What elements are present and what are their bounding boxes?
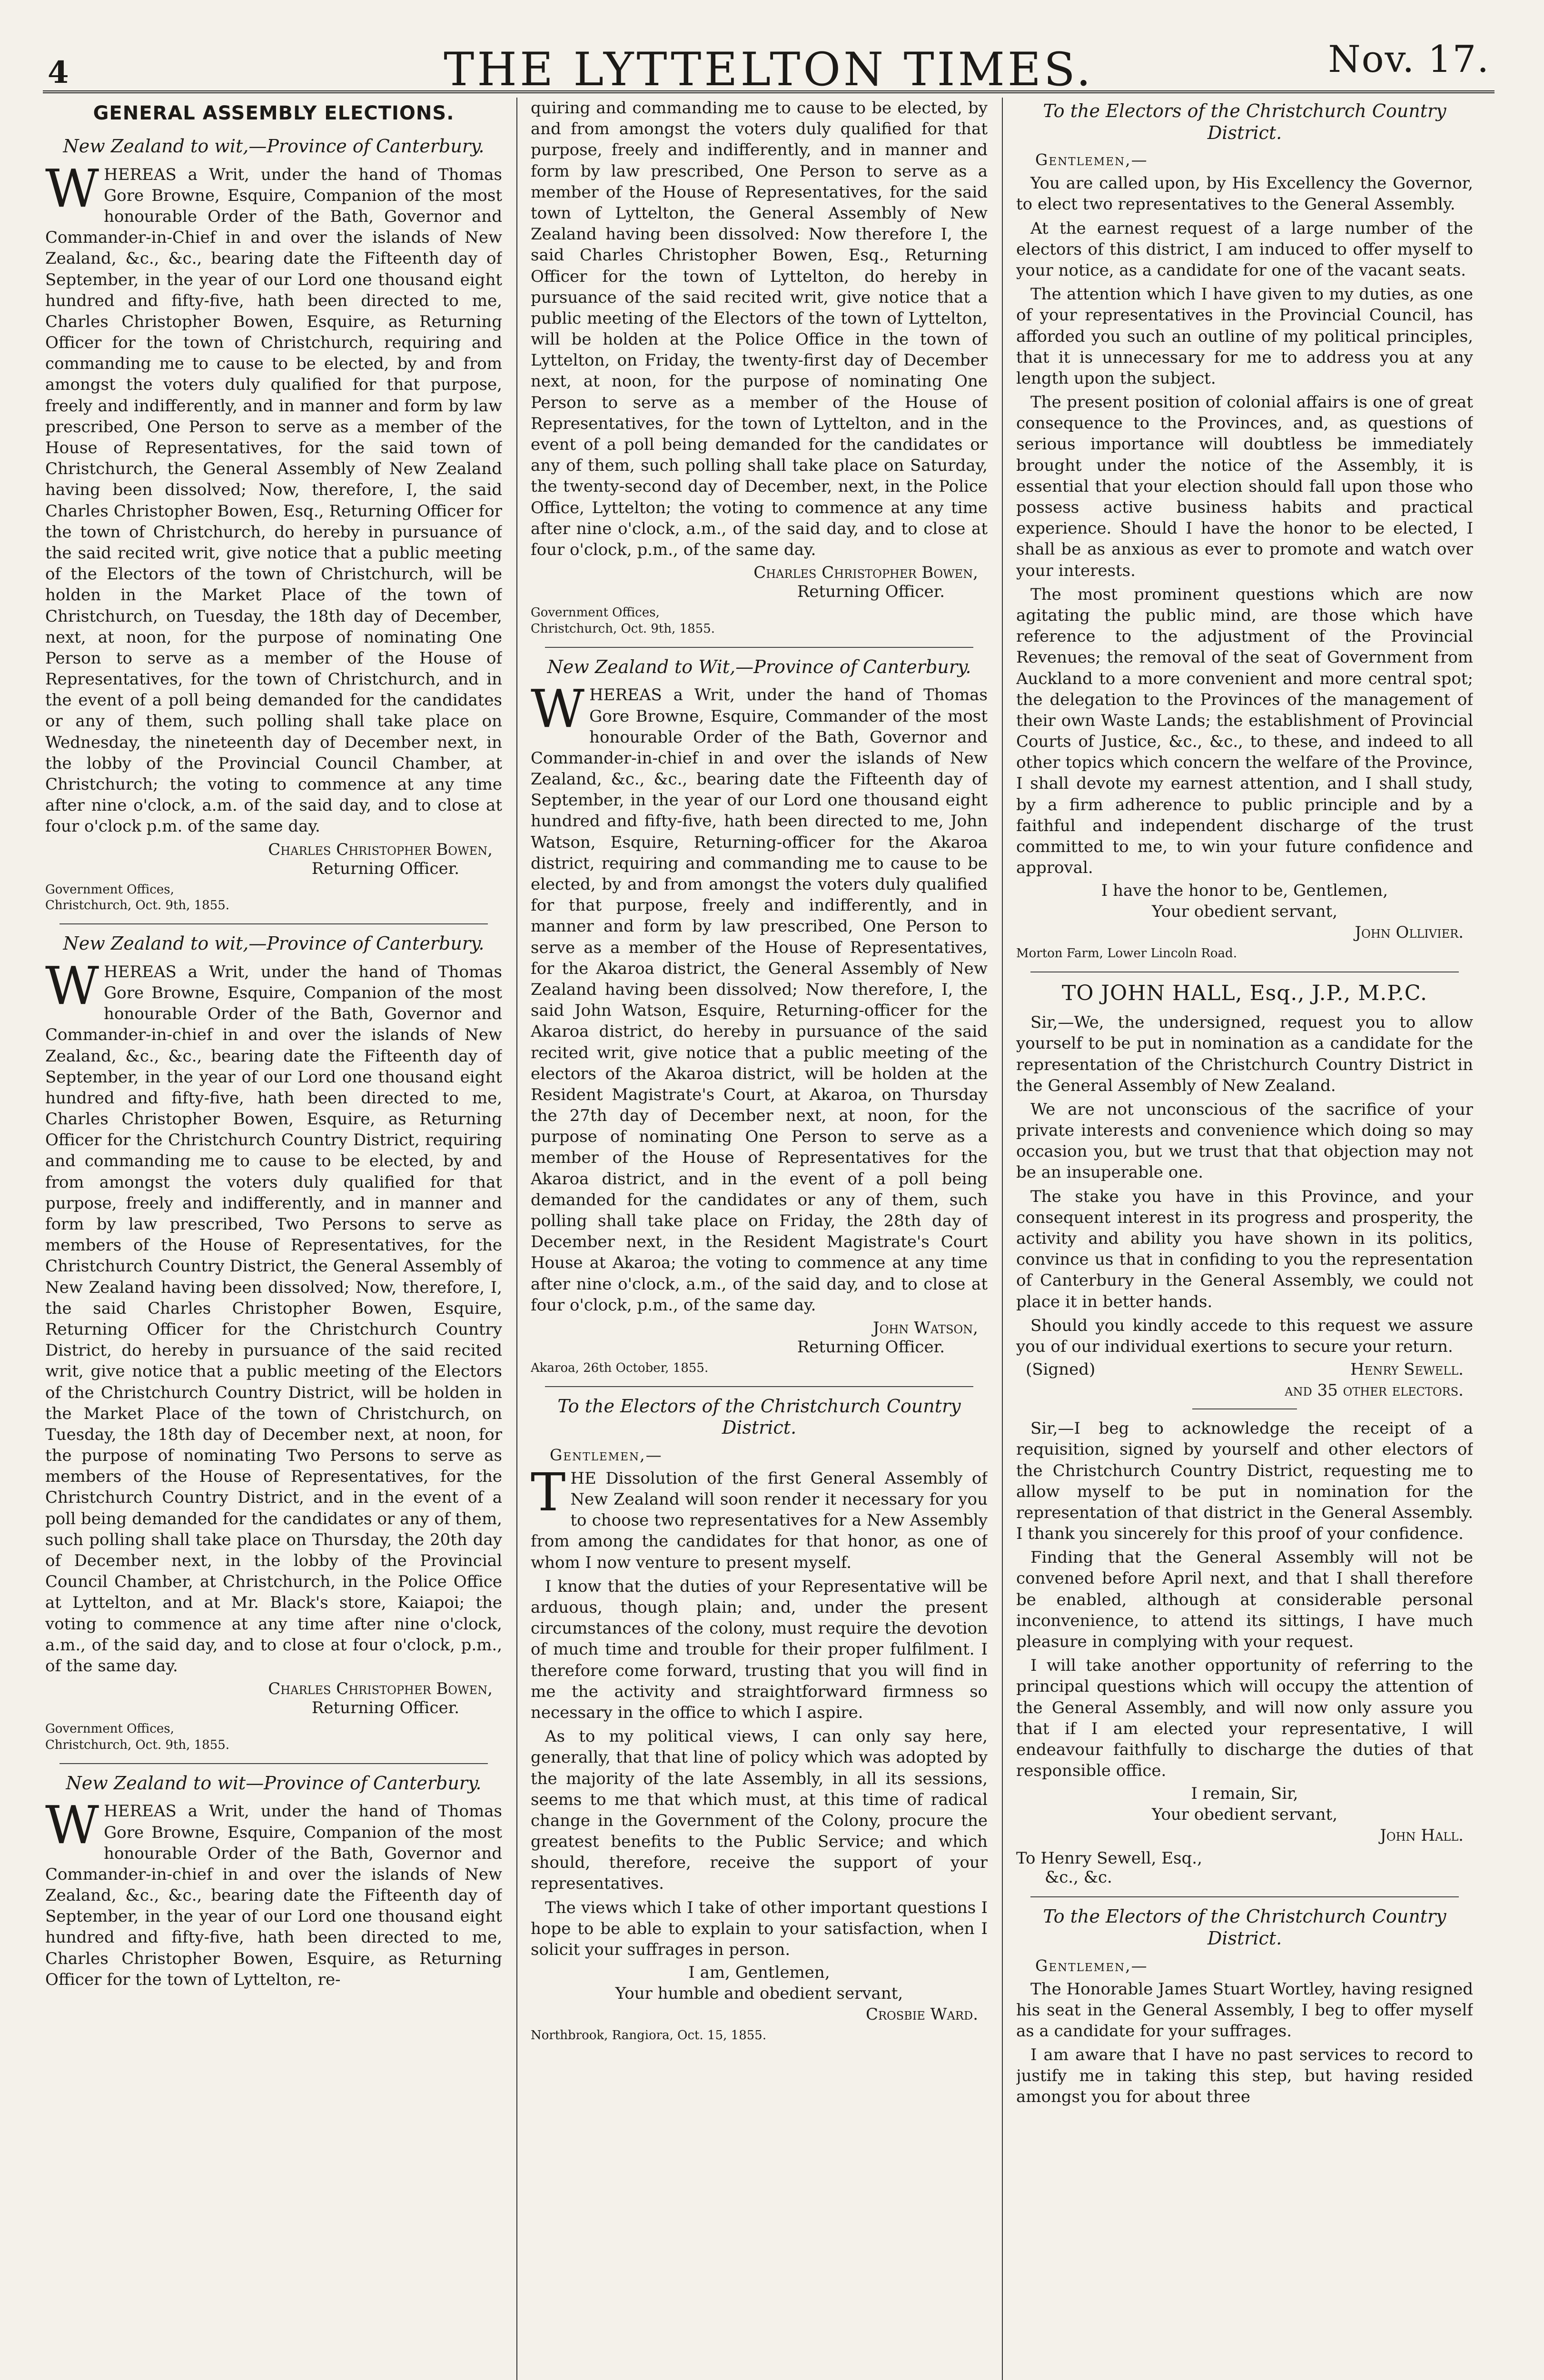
address-crosbie-ward — [531, 1396, 988, 2044]
address-heading: To the Electors of the Christchurch Country District. — [1043, 1906, 1446, 1949]
divider — [59, 923, 488, 924]
closing: I have the honor to be, Gentlemen, — [1101, 881, 1388, 901]
paragraph: The present position of colonial affairs is one of great consequence to the Provinces, and, as questions of serious importance will doubtless be immediately brought under the notice of the Assembly, it is essential that your election should fall upon those who possess active business habits and practical experience. Should I have the honor to be elected, I shall be as anxious as ever to promote and watch over your interests. — [1016, 393, 1473, 580]
paragraph: The most prominent questions which are now agitating the public mind, are those which have reference to the adjustment of the Provincial Revenues; the removal of the seat of Government from Auckland to a more convenient and more central spot; the delegation to the Provinces of the management of their own Waste Lands; the establishment of Provincial Courts of Justice, &c., &c., to these, and indeed to all other topics which concern the welfare of the Province, I shall devote my earnest attention, and I shall study, by a firm adherence to public principle and by a faithful and independent discharge of the trust committed to me, to win your future confidence and approval. — [1016, 585, 1473, 878]
divider — [1030, 1896, 1459, 1897]
signature: Charles Christopher Bowen, — [268, 1679, 493, 1699]
addressee: To Henry Sewell, Esq., — [1016, 1849, 1202, 1868]
notice-heading: New Zealand to wit—Province of Canterbury. — [66, 1772, 482, 1794]
address-heading: To the Electors of the Christchurch Country District. — [557, 1395, 961, 1438]
newspaper-title: THE LYTTELTON TIMES. — [444, 43, 1094, 96]
closing: Your humble and obedient servant, — [615, 1984, 903, 2003]
column-2 — [531, 98, 988, 2380]
addressee-etc: &c., &c. — [1045, 1868, 1112, 1887]
paragraph: I am aware that I have no past services to record to justify me in taking this step, but having resided amongst you for about three — [1016, 2045, 1473, 2107]
signature: Charles Christopher Bowen, — [268, 840, 493, 859]
paragraph: At the earnest request of a large number of the electors of this district, I am induced to offer myself to your notice, as a candidate for one of the vacant seats. — [1016, 218, 1473, 280]
paragraph: I will take another opportunity of referring to the principal questions which will occupy the attention of the General Assembly, and will now only assure you that if I am elected your representative, I will endeavour faithfully to discharge the duties of that responsible office. — [1016, 1656, 1473, 1781]
paragraph: THE Dissolution of the first General Assembly of New Zealand will soon render it necessary for you to choose two representatives for a New Assembly from among the candidates for that honor, as one of whom I now venture to present myself. — [531, 1461, 988, 1572]
paragraph: The stake you have in this Province, and your consequent interest in its progress and prosperity, the activity and ability you have shown in its politics, convince us that in confiding to you the representation of Canterbury in the General Assembly, we could not place it in better hands. — [1016, 1187, 1473, 1311]
section-title: GENERAL ASSEMBLY ELECTIONS. — [93, 102, 455, 124]
column-rule — [516, 98, 517, 2380]
notice-heading: New Zealand to wit,—Province of Canterbury. — [63, 136, 485, 157]
closing: I remain, Sir, — [1191, 1784, 1298, 1804]
signer-name: Henry Sewell. — [1350, 1360, 1464, 1379]
signature: Crosbie Ward. — [865, 2005, 978, 2024]
notice-body: WHEREAS a Writ, under the hand of Thomas Gore Browne, Esquire, Companion of the most honourable Order of the Bath, Governor and Commander-in-chief in and over the islands of New Zealand, &c., &c., bearing date the Fifteenth day of September, in the year of our Lord one thousand eight hundred and fifty-five, hath been directed to me, Charles Christopher Bowen, Esquire, as Returning Officer for the town of Lyttelton, re- — [45, 1795, 502, 1989]
column-3 — [1016, 98, 1473, 2380]
salutation: Gentlemen,— — [1035, 1956, 1148, 1975]
closing: Your obedient servant, — [1151, 902, 1338, 922]
notice-heading: New Zealand to Wit,—Province of Canterbury. — [547, 656, 971, 677]
notice-body: quiring and commanding me to cause to be elected, by and from amongst the voters duly qualified for that purpose, freely and indifferently, and in manner and form by law prescribed, One Person to serve as a member of the House of Representatives, for the said town of Lyttelton, the General Assembly of New Zealand having been dissolved: Now therefore I, the said Charles Christopher Bowen, Esq., Returning Officer for the town of Lyttelton, do hereby in pursuance of the said recited writ, give notice that a public meeting of the Electors of the town of Lyttelton, will be holden at the Police Office in the town of Lyttelton, on Friday, the twenty-first day of December next, at noon, for the purpose of nominating One Person to serve as a member of the House of Representatives, for the town of Lyttelton, and in the event of a poll being demanded for the candidates or any of them, such polling shall take place on Saturday, the twenty-second day of December, next, in the Police Office, Lyttelton; the voting to commence at any time after nine o'clock, a.m., of the said day, and to close at four o'clock, p.m., of the same day. — [531, 99, 988, 559]
paragraph: You are called upon, by His Excellency the Governor, to elect two representatives to the General Assembly. — [1016, 174, 1473, 214]
address-heading: To the Electors of the Christchurch Country District. — [1043, 100, 1446, 143]
notice-body: WHEREAS a Writ, under the hand of Thomas Gore Browne, Esquire, Companion of the most honourable Order of the Bath, Governor and Commander-in-chief in and over the islands of New Zealand, &c., &c., bearing date the Fifteenth day of September, in the year of our Lord one thousand eight hundred and fifty-five, hath been directed to me, Charles Christopher Bowen, Esquire, as Returning Officer for the Christchurch Country District, requiring and commanding me to cause to be elected, by and from amongst the voters duly qualified for that purpose, freely and indifferently, and in manner and form by law prescribed, Two Persons to serve as members of the House of Representatives, for the Christchurch Country District, the General Assembly of New Zealand having been dissolved; Now, therefore, I, the said Charles Christopher Bowen, Esquire, Returning Officer for the Christchurch Country District, do hereby in pursuance of the said recited writ, give notice that a public meeting of the Electors of the Christchurch Country District, will be holden in the Market Place of the town of Christchurch, on Tuesday, the 18th day of December next, at noon, for the purpose of nominating Two Persons to serve as members of the House of Representatives, for the Christchurch Country District, and in the event of a poll being demanded for the candidates or any of them, such polling shall take place on Thursday, the 20th day of December next, in the lobby of the Provincial Council Chamber, at Christchurch, in the Police Office at Lyttelton, and at Mr. Black's store, Kaiapoi; the voting to commence at any time after nine o'clock, a.m., of the said day, and to close at four o'clock, p.m., of the same day. — [45, 955, 502, 1676]
address-wortley-seat — [1016, 1906, 1473, 2107]
closing: I am, Gentlemen, — [688, 1963, 830, 1983]
dateline: Government Offices, Christchurch, Oct. 9th, 1855. — [45, 882, 230, 913]
salutation: Gentlemen,— — [1035, 150, 1148, 169]
drop-cap: W — [45, 158, 99, 219]
issue-date: Nov. 17. — [1328, 38, 1490, 81]
masthead — [43, 29, 1495, 96]
signature: John Ollivier. — [1355, 923, 1464, 942]
divider — [1192, 1408, 1297, 1409]
signature-role: Returning Officer. — [311, 859, 459, 878]
requisition-heading: TO JOHN HALL, Esq., J.P., M.P.C. — [1061, 981, 1427, 1006]
notice-body: WHEREAS a Writ, under the hand of Thomas Gore Browne, Esquire, Companion of the most honourable Order of the Bath, Governor and Commander-in-Chief in and over the islands of New Zealand, &c., &c., bearing date the Fifteenth day of September, in the year of our Lord one thousand eight hundred and fifty-five, hath been directed to me, Charles Christopher Bowen, Esquire, as Returning Officer for the town of Christchurch, requiring and commanding me to cause to be elected, by and from amongst the voters duly qualified for that purpose, freely and indifferently, and in manner and form by law prescribed, One Person to serve as a member of the House of Representatives, for the said town of Christchurch, the General Assembly of New Zealand having been dissolved; Now, therefore, I, the said Charles Christopher Bowen, Esq., Returning Officer for the town of Christchurch, do hereby in pursuance of the said recited writ, give notice that a public meeting of the Electors of the town of Christchurch, will be holden in the Market Place of the town of Christchurch, on Tuesday, the 18th day of December, next, at noon, for the purpose of nominating One Person to serve as a member of the House of Representatives, for the town of Christchurch, and in the event of a poll being demanded for the candidates or any of them, such polling shall take place on Wednesday, the nineteenth day of December next, in the lobby of the Provincial Council Chamber, at Christchurch; the voting to commence at any time after nine o'clock, a.m. of the said day, and to close at four o'clock p.m. of the same day. — [45, 158, 502, 836]
signature: John Hall. — [1380, 1826, 1464, 1845]
paragraph: Sir,—I beg to acknowledge the receipt of a requisition, signed by yourself and other electors of the Christchurch Country District, requesting me to allow myself to be put in nomination for the representation of that district in the General Assembly. I thank you sincerely for this proof of your confidence. — [1016, 1419, 1473, 1544]
writ-notice-christchurch — [45, 136, 502, 914]
signature-role: Returning Officer. — [311, 1698, 459, 1718]
signature-role: Returning Officer. — [797, 582, 945, 602]
dateline: Akaroa, 26th October, 1855. — [531, 1360, 709, 1375]
paragraph: Should you kindly accede to this request we assure you of our individual exertions to secure your return. — [1016, 1316, 1473, 1356]
paragraph: The Honorable James Stuart Wortley, having resigned his seat in the General Assembly, I beg to offer myself as a candidate for your suffrages. — [1016, 1979, 1473, 2041]
paragraph: I know that the duties of your Representative will be arduous, though plain; and, under the present circumstances of the colony, must require the devotion of much time and trouble for their proper fulfilment. I therefore come forward, trusting that you will find in me the activity and straightforward firmness so necessary in the office to which I aspire. — [531, 1577, 988, 1722]
divider — [545, 1386, 973, 1387]
paragraph: Finding that the General Assembly will not be convened before April next, and that I shall therefore be enabled, although at considerable personal inconvenience, to attend its sittings, I have much pleasure in complying with your request. — [1016, 1548, 1473, 1652]
writ-notice-lyttelton — [45, 1773, 502, 1990]
dateline: Government Offices, Christchurch, Oct. 9th, 1855. — [45, 1722, 230, 1752]
dateline: Government Offices, Christchurch, Oct. 9th, 1855. — [531, 605, 715, 636]
dateline: Northbrook, Rangiora, Oct. 15, 1855. — [531, 2028, 767, 2043]
signed-label: (Signed) — [1026, 1360, 1096, 1379]
notice-body: WHEREAS a Writ, under the hand of Thomas Gore Browne, Esquire, Commander of the most honourable Order of the Bath, Governor and Commander-in-chief in and over the islands of New Zealand, &c., &c., bearing date the Fifteenth day of September, in the year of our Lord one thousand eight hundred and fifty-five, hath been directed to me, John Watson, Esquire, Returning-officer for the Akaroa district, requiring and commanding me to cause to be elected, by and from amongst the voters duly qualified for that purpose, freely and indifferently, and in manner and form by law prescribed, One Person to serve as a member of the House of Representatives, for the Akaroa district, the General Assembly of New Zealand having been dissolved; Now therefore, I, the said John Watson, Esquire, Returning-officer for the Akaroa district, do hereby in pursuance of the said recited writ, give notice that a public meeting of the electors of the Akaroa district, will be holden at the Resident Magistrate's Court, at Akaroa, on Thursday the 27th day of December next, at noon, for the purpose of nominating One Person to serve as a member of the House of Representatives for the Akaroa district, and in the event of a poll being demanded for the candidates or any of them, such polling shall take place on Friday, the 28th day of December next, in the Resident Magistrate's Court House at Akaroa; the voting to commence at any time after nine o'clock, a.m., of the said day, and to close at four o'clock, p.m., of the same day. — [531, 678, 988, 1315]
signed-line — [1016, 1360, 1473, 1379]
dateline: Morton Farm, Lower Lincoln Road. — [1016, 946, 1237, 961]
divider — [545, 647, 973, 648]
signature-role: Returning Officer. — [797, 1337, 945, 1357]
requisition-john-hall — [1016, 981, 1473, 1887]
address-john-ollivier — [1016, 100, 1473, 962]
column-1 — [45, 98, 502, 2380]
paragraph: As to my political views, I can only say here, generally, that that line of policy which was adopted by the majority of the late Assembly, in all its sessions, seems to me that which must, at this time of radical change in the Government of the Colony, procure the greatest benefits to the Public Service; and which should, therefore, receive the support of your representatives. — [531, 1727, 988, 1894]
other-signers: and 35 other electors. — [1285, 1381, 1464, 1400]
signature: Charles Christopher Bowen, — [753, 563, 978, 583]
paragraph: Sir,—We, the undersigned, request you to allow yourself to be put in nomination as a candidate for the representation of the Christchurch Country District in the General Assembly of New Zealand. — [1016, 1013, 1473, 1095]
notice-heading: New Zealand to wit,—Province of Canterbury. — [63, 933, 485, 954]
divider — [59, 1763, 488, 1764]
drop-cap: W — [45, 955, 99, 1016]
page-number: 4 — [48, 55, 69, 90]
paragraph: The views which I take of other important questions I hope to be able to explain to your satisfaction, when I solicit your suffrages in person. — [531, 1898, 988, 1960]
paragraph: The attention which I have given to my duties, as one of your representatives in the Provincial Council, has afforded you such an outline of my political principles, that it is unnecessary for me to address you at any length upon the subject. — [1016, 285, 1473, 388]
writ-notice-lyttelton-continued — [531, 98, 988, 637]
drop-cap: W — [531, 678, 585, 740]
signature: John Watson, — [873, 1318, 978, 1338]
closing: Your obedient servant, — [1151, 1805, 1338, 1825]
writ-notice-country-district — [45, 933, 502, 1754]
column-rule — [1002, 98, 1003, 2380]
paragraph: We are not unconscious of the sacrifice of your private interests and convenience which doing so may occasion you, but we trust that that objection may not be an insuperable one. — [1016, 1100, 1473, 1182]
writ-notice-akaroa — [531, 656, 988, 1377]
drop-cap: W — [45, 1795, 99, 1856]
salutation: Gentlemen,— — [550, 1445, 663, 1464]
drop-cap: T — [531, 1461, 566, 1523]
